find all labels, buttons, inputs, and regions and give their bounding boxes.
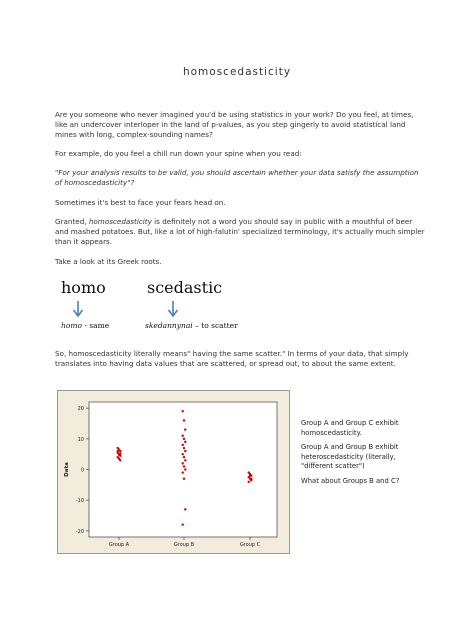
paragraph-definition: So, homoscedasticity literally means" having the same scatter." In terms of your data, that simply translates into having data values that are scattered, or spread out, to about the same extent. bbox=[55, 349, 409, 368]
data-point bbox=[182, 462, 184, 464]
data-point bbox=[183, 478, 185, 480]
data-point bbox=[248, 481, 250, 483]
data-point bbox=[250, 478, 252, 480]
granted-term: homoscedasticity bbox=[88, 217, 152, 226]
caption-homoscedasticity: Group A and Group C exhibit homoscedasticity. bbox=[301, 419, 399, 437]
data-point bbox=[184, 468, 186, 470]
page-title: homoscedasticity bbox=[182, 66, 292, 78]
data-point bbox=[182, 444, 184, 446]
y-tick-label: 0 bbox=[80, 467, 84, 474]
greek-word-scedastic: scedastic bbox=[147, 278, 223, 297]
data-point bbox=[183, 419, 185, 421]
plot-area bbox=[89, 402, 277, 537]
caption-heteroscedasticity: Group A and Group B exhibit heteroscedasticity (literally, "different scatter") bbox=[301, 443, 399, 470]
greek-meaning-homo bbox=[61, 321, 109, 330]
y-axis-label: Data bbox=[64, 462, 70, 477]
data-point bbox=[119, 450, 121, 452]
greek-roots-figure bbox=[55, 278, 295, 334]
data-point bbox=[119, 452, 121, 454]
data-point bbox=[184, 508, 186, 510]
data-point bbox=[182, 410, 184, 412]
data-point bbox=[182, 435, 184, 437]
data-point bbox=[249, 474, 251, 476]
greek-term-homo: homo bbox=[61, 321, 82, 330]
y-tick-label: 10 bbox=[77, 436, 84, 443]
y-tick-label: -10 bbox=[75, 498, 84, 505]
data-point bbox=[184, 459, 186, 461]
down-arrow-icon bbox=[167, 300, 179, 320]
y-tick-label: 20 bbox=[77, 406, 84, 413]
data-point bbox=[117, 450, 119, 452]
data-point bbox=[182, 453, 184, 455]
data-point bbox=[184, 441, 186, 443]
quote-text: "For your analysis results to be valid, you should ascertain whether your data satisfy the assumption of homoscedasticity"? bbox=[55, 168, 419, 187]
greek-word-homo: homo bbox=[61, 278, 106, 297]
data-point bbox=[183, 438, 185, 440]
x-tick-label: Group A bbox=[108, 542, 130, 548]
x-tick-label: Group B bbox=[173, 542, 195, 548]
data-point bbox=[182, 471, 184, 473]
down-arrow-icon bbox=[72, 300, 84, 320]
caption-question: What about Groups B and C? bbox=[301, 477, 400, 485]
y-tick-label: -20 bbox=[75, 528, 84, 535]
greek-term-skedannynai: skedannynai bbox=[145, 321, 193, 330]
data-point bbox=[119, 459, 121, 461]
paragraph-granted bbox=[55, 217, 425, 247]
scatter-chart bbox=[58, 391, 289, 553]
paragraph-quote bbox=[55, 168, 425, 188]
greek-meaning-scedastic bbox=[145, 321, 238, 330]
data-point bbox=[184, 450, 186, 452]
paragraph-greek-roots: Take a look at its Greek roots. bbox=[55, 257, 162, 266]
data-point bbox=[183, 465, 185, 467]
data-point bbox=[183, 447, 185, 449]
x-tick-label: Group C bbox=[239, 542, 261, 548]
data-point bbox=[182, 524, 184, 526]
greek-gloss-scatter: – to scatter bbox=[192, 321, 238, 330]
greek-gloss-homo: - same bbox=[81, 321, 110, 330]
data-point bbox=[183, 456, 185, 458]
scatter-chart-figure bbox=[57, 390, 290, 554]
paragraph-fears: Sometimes it's best to face your fears head on. bbox=[55, 198, 226, 207]
data-point bbox=[184, 428, 186, 430]
granted-start: Granted, bbox=[55, 217, 89, 226]
paragraph-intro: Are you someone who never imagined you'd be using statistics in your work? Do you feel, at times, like an undercover interloper in the land of p-values, as you step gingerly to avoid statistical land mines with long, complex-sounding names? bbox=[55, 110, 414, 139]
granted-rest: is definitely not a word you should say in public with a mouthful of beer and mashed potatoes. But, like a lot of high-falutin' specialized terminology, it's actually much simpler than it appears. bbox=[55, 217, 425, 246]
paragraph-example: For example, do you feel a chill run down your spine when you read: bbox=[55, 149, 302, 158]
